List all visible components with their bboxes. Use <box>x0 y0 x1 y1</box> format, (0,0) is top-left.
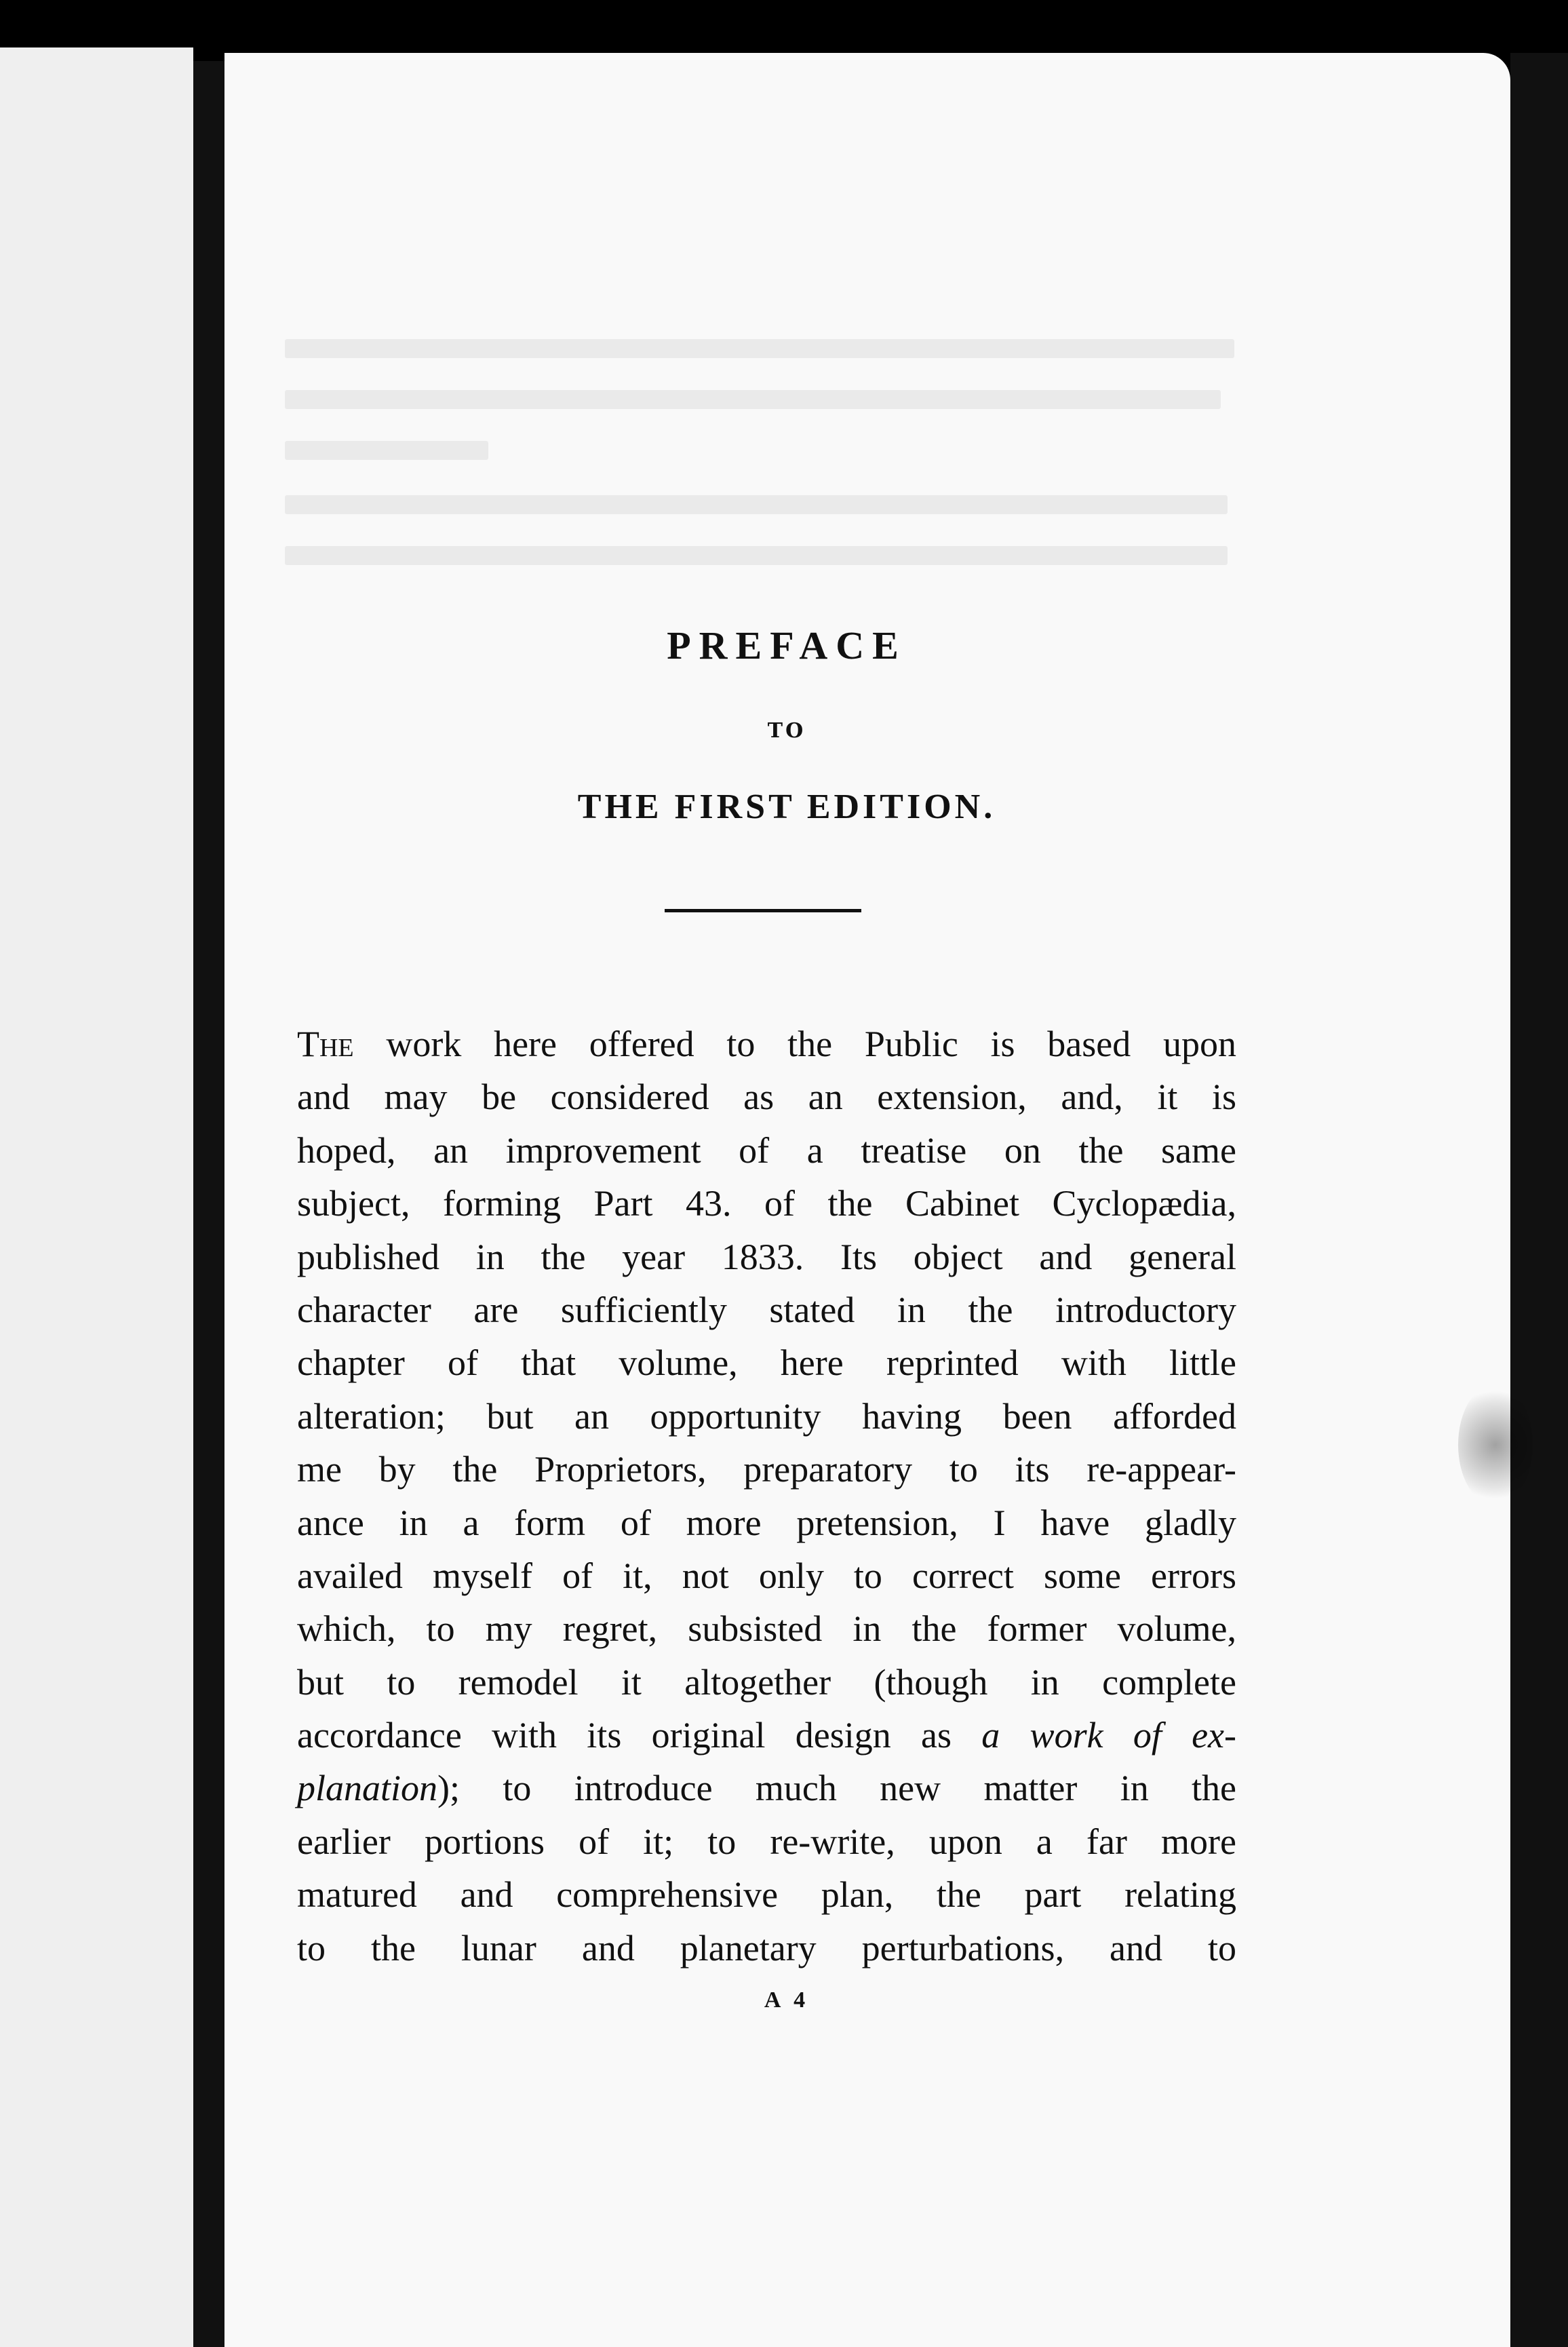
page-title: PREFACE <box>667 623 907 667</box>
line-text: me by the Proprietors, preparatory to its re-appear- <box>297 1449 1236 1490</box>
text-line <box>297 1177 1236 1230</box>
text-line <box>297 1283 1236 1336</box>
bleed-through-mark <box>285 390 1221 409</box>
text-line <box>297 1602 1236 1655</box>
line-text: but to remodel it altogether (though in complete <box>297 1661 1236 1703</box>
line-text: to the lunar and planetary perturbations, and to <box>297 1927 1236 1968</box>
book-gutter <box>193 61 224 2347</box>
body-paragraph <box>297 1017 1236 1975</box>
text-line <box>297 1709 1236 1762</box>
text-line <box>297 1922 1236 1975</box>
line-text: ance in a form of more pretension, I have gladly <box>297 1502 1236 1543</box>
text-line <box>297 1762 1236 1815</box>
line-text: availed myself of it, not only to correct some errors <box>297 1555 1236 1596</box>
line-text: chapter of that volume, here reprinted with little <box>297 1342 1236 1384</box>
bleed-through-mark <box>285 546 1228 565</box>
line-text: earlier portions of it; to re-write, upon a far more <box>297 1821 1236 1862</box>
line-text: matured and comprehensive plan, the part relating <box>297 1874 1236 1916</box>
facing-page-edge <box>0 47 193 2347</box>
line-text: hoped, an improvement of a treatise on the same <box>297 1129 1236 1171</box>
line-text: published in the year 1833. Its object and general <box>297 1236 1236 1277</box>
text-line <box>297 1390 1236 1443</box>
line-text: and may be considered as an extension, and, it is <box>297 1076 1236 1118</box>
bleed-through-mark <box>285 339 1234 358</box>
text-line <box>297 1496 1236 1549</box>
text-line <box>297 1017 1236 1070</box>
text-line <box>297 1230 1236 1283</box>
line-text: alteration; but an opportunity having been afforded <box>297 1395 1236 1437</box>
line-text: subject, forming Part 43. of the Cabinet Cyclopædia, <box>297 1183 1236 1224</box>
page-subtitle: TO <box>767 719 806 743</box>
text-line <box>297 1070 1236 1123</box>
line-text: work here offered to the Public is based upon <box>353 1024 1236 1064</box>
drop-word: The <box>297 1024 354 1064</box>
text-line <box>297 1336 1236 1389</box>
title-rule <box>665 909 861 912</box>
signature-mark: A 4 <box>764 1987 810 2013</box>
text-line <box>297 1549 1236 1602</box>
bleed-through-mark <box>285 495 1228 514</box>
text-line <box>297 1124 1236 1177</box>
edition-title: THE FIRST EDITION. <box>577 788 996 826</box>
page-edge-shadow <box>1510 53 1568 2347</box>
paper-stain <box>1458 1384 1533 1506</box>
line-text: ); to introduce much new matter in the <box>437 1768 1236 1809</box>
italic-text: a work of ex- <box>981 1715 1236 1756</box>
text-line <box>297 1815 1236 1868</box>
text-line <box>297 1868 1236 1921</box>
italic-text: planation <box>297 1768 438 1809</box>
line-text: accordance with its original design as <box>297 1715 982 1756</box>
line-text: which, to my regret, subsisted in the former volume, <box>297 1608 1236 1650</box>
text-line <box>297 1443 1236 1496</box>
bleed-through-mark <box>285 441 488 460</box>
line-text: character are sufficiently stated in the introductory <box>297 1289 1236 1330</box>
text-line <box>297 1656 1236 1709</box>
